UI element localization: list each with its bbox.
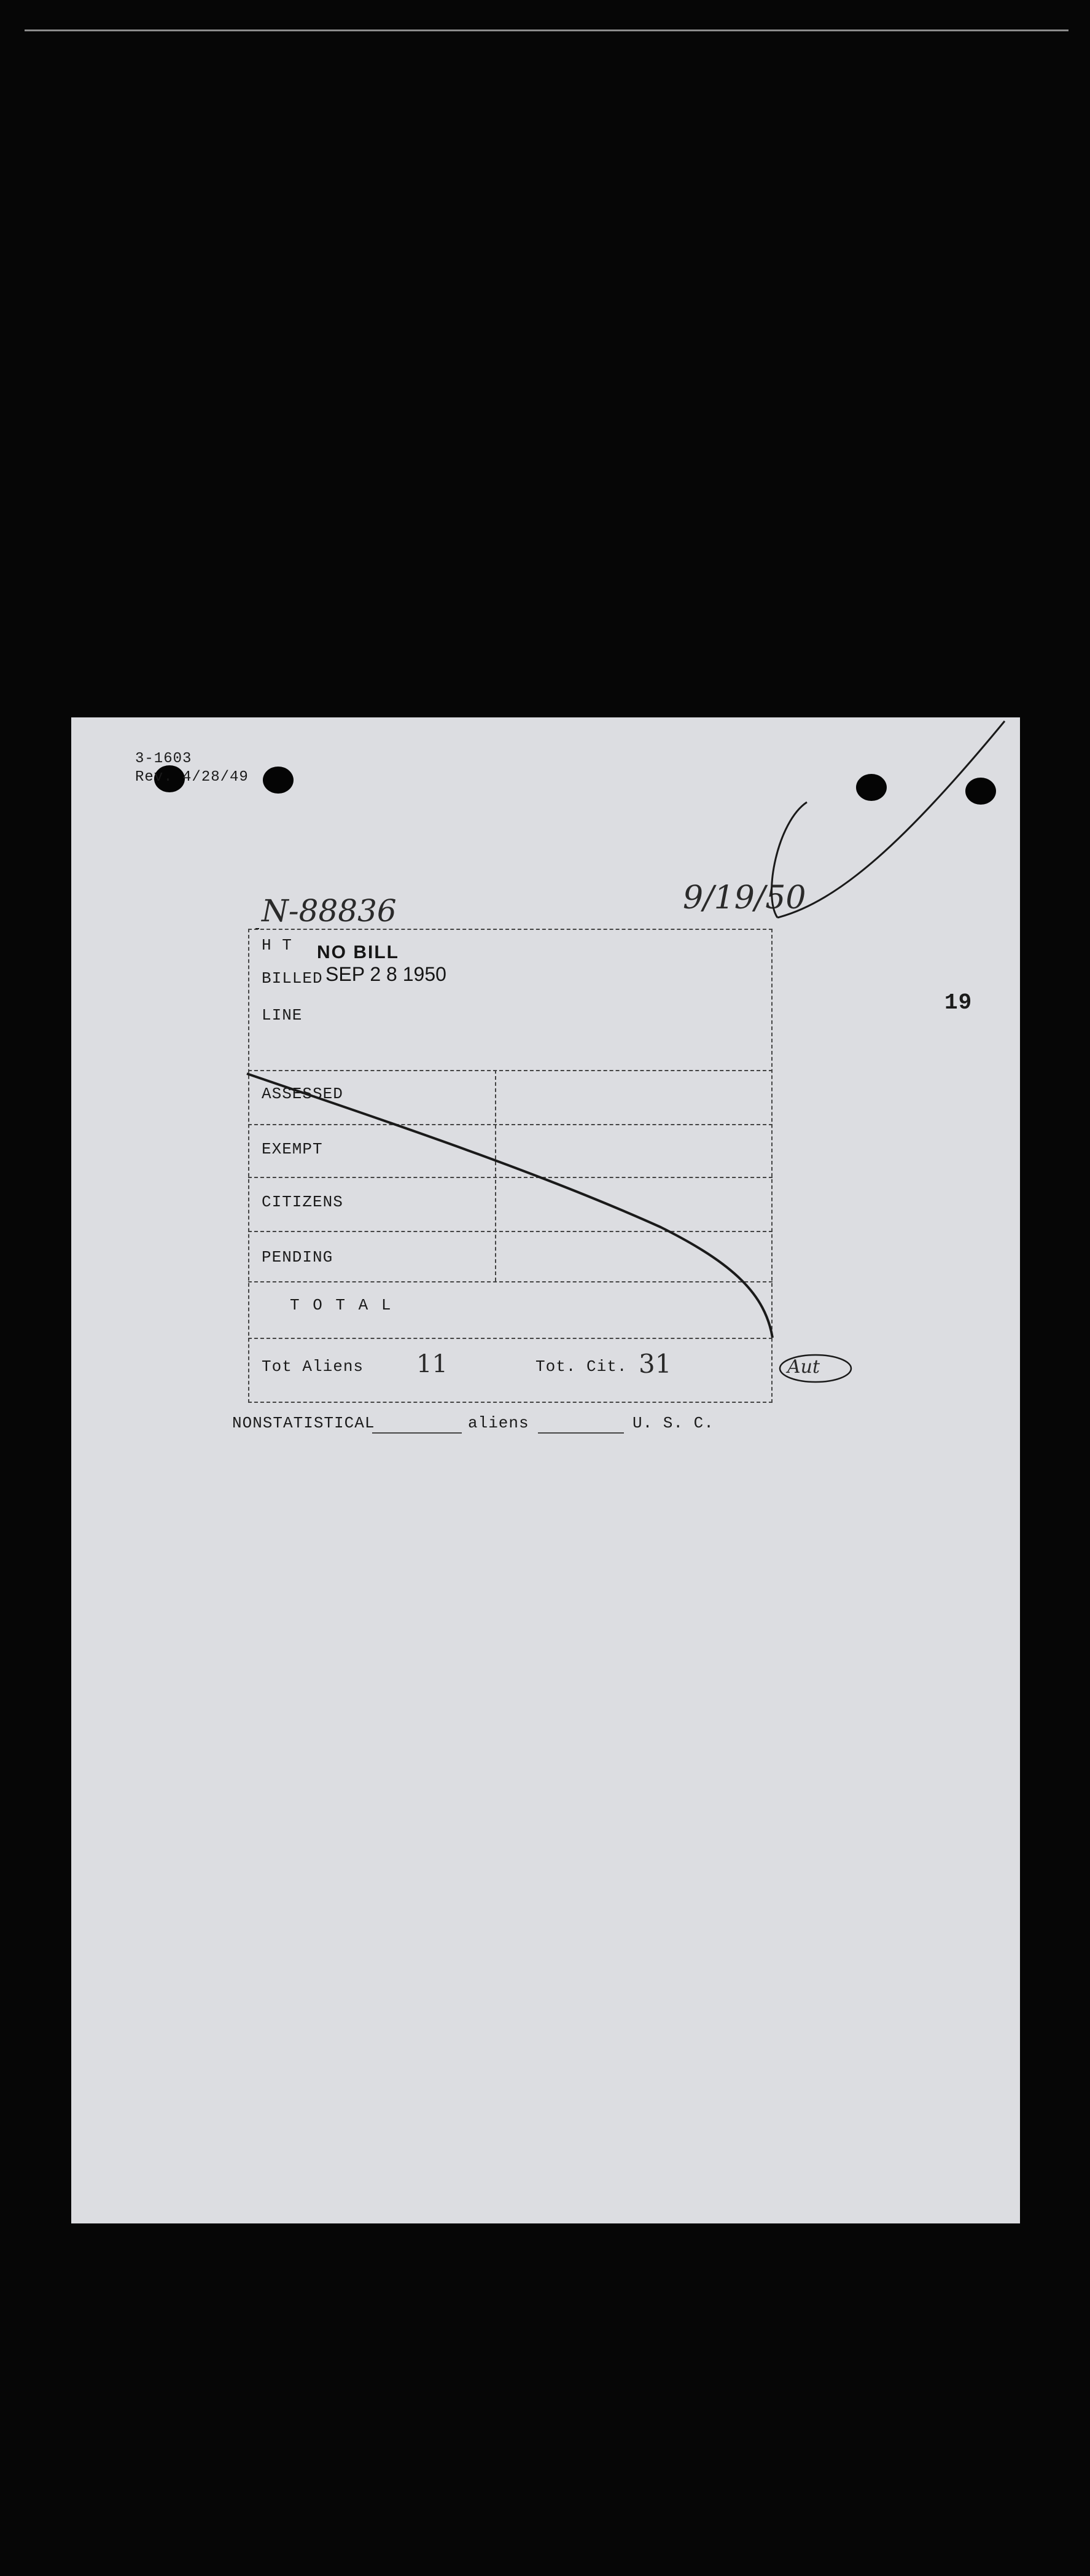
no-bill-stamp: NO BILL (317, 942, 399, 962)
row-label-citizens: CITIZENS (262, 1193, 343, 1211)
form-sheet (71, 717, 1020, 2223)
line-label: LINE (262, 1006, 303, 1025)
tot-aliens-value: 11 (416, 1350, 448, 1378)
billed-label: BILLED (262, 969, 323, 988)
corner-hook-stroke (772, 802, 807, 918)
tot-cit-value: 31 (639, 1349, 672, 1379)
billed-date-stamp: SEP 2 8 1950 (325, 963, 446, 985)
row-label-exempt: EXEMPT (262, 1140, 323, 1158)
ht-label: H T (262, 936, 292, 954)
file-number: N-88836 (262, 893, 397, 929)
tot-cit-label: Tot. Cit. (535, 1357, 628, 1376)
total-label: T O T A L (290, 1296, 393, 1314)
page-number: 19 (944, 990, 973, 1015)
row-label-assessed: ASSESSED (262, 1085, 343, 1103)
row-label-pending: PENDING (262, 1248, 333, 1267)
pen-strokes (71, 717, 1020, 2223)
corner-check-stroke (777, 721, 1005, 918)
nonstatistical-label: NONSTATISTICAL (232, 1414, 375, 1432)
handwritten-date: 9/19/50 (683, 880, 806, 916)
film-edge-line (25, 29, 1069, 31)
aliens-label: aliens (468, 1414, 529, 1432)
initials-circle (780, 1355, 851, 1382)
form-revision: Rev. 4/28/49 (135, 769, 249, 786)
initials: Aut (787, 1356, 820, 1378)
form-number: 3-1603 (135, 751, 192, 767)
diagonal-cancel-stroke (247, 1074, 773, 1338)
tot-aliens-label: Tot Aliens (262, 1357, 364, 1376)
usc-label: U. S. C. (633, 1414, 714, 1432)
